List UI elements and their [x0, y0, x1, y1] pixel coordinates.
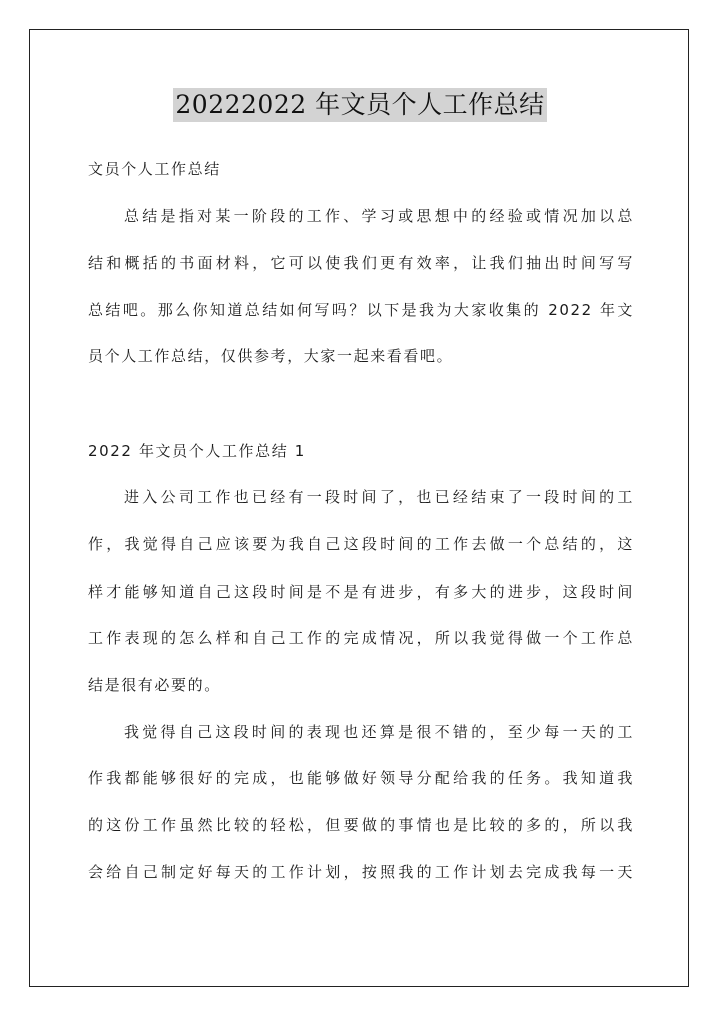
title-container — [0, 88, 720, 122]
intro-heading: 文员个人工作总结 — [88, 160, 221, 178]
intro-line-4: 员个人工作总结，仅供参考，大家一起来看看吧。 — [88, 347, 454, 365]
para2-line-2: 作我都能够很好的完成，也能够做好领导分配给我的任务。我知道我 — [88, 769, 634, 787]
para1-line-2: 作，我觉得自己应该要为我自己这段时间的工作去做一个总结的，这 — [88, 535, 634, 553]
document-title: 20222022 年文员个人工作总结 — [173, 88, 546, 122]
para1-line-5: 结是很有必要的。 — [88, 676, 221, 694]
para2-line-4: 会给自己制定好每天的工作计划，按照我的工作计划去完成我每一天 — [88, 863, 634, 881]
para2-line-1: 我觉得自己这段时间的表现也还算是很不错的，至少每一天的工 — [124, 723, 634, 741]
section1-heading: 2022 年文员个人工作总结 1 — [88, 442, 306, 460]
para1-line-3: 样才能够知道自己这段时间是不是有进步，有多大的进步，这段时间 — [88, 583, 634, 601]
para2-line-3: 的这份工作虽然比较的轻松，但要做的事情也是比较的多的，所以我 — [88, 816, 634, 834]
intro-line-3: 总结吧。那么你知道总结如何写吗？以下是我为大家收集的 2022 年文 — [88, 301, 634, 319]
intro-line-2: 结和概括的书面材料，它可以使我们更有效率，让我们抽出时间写写 — [88, 254, 634, 272]
para1-line-4: 工作表现的怎么样和自己工作的完成情况，所以我觉得做一个工作总 — [88, 629, 634, 647]
para1-line-1: 进入公司工作也已经有一段时间了，也已经结束了一段时间的工 — [124, 488, 634, 506]
intro-line-1: 总结是指对某一阶段的工作、学习或思想中的经验或情况加以总 — [124, 207, 634, 225]
